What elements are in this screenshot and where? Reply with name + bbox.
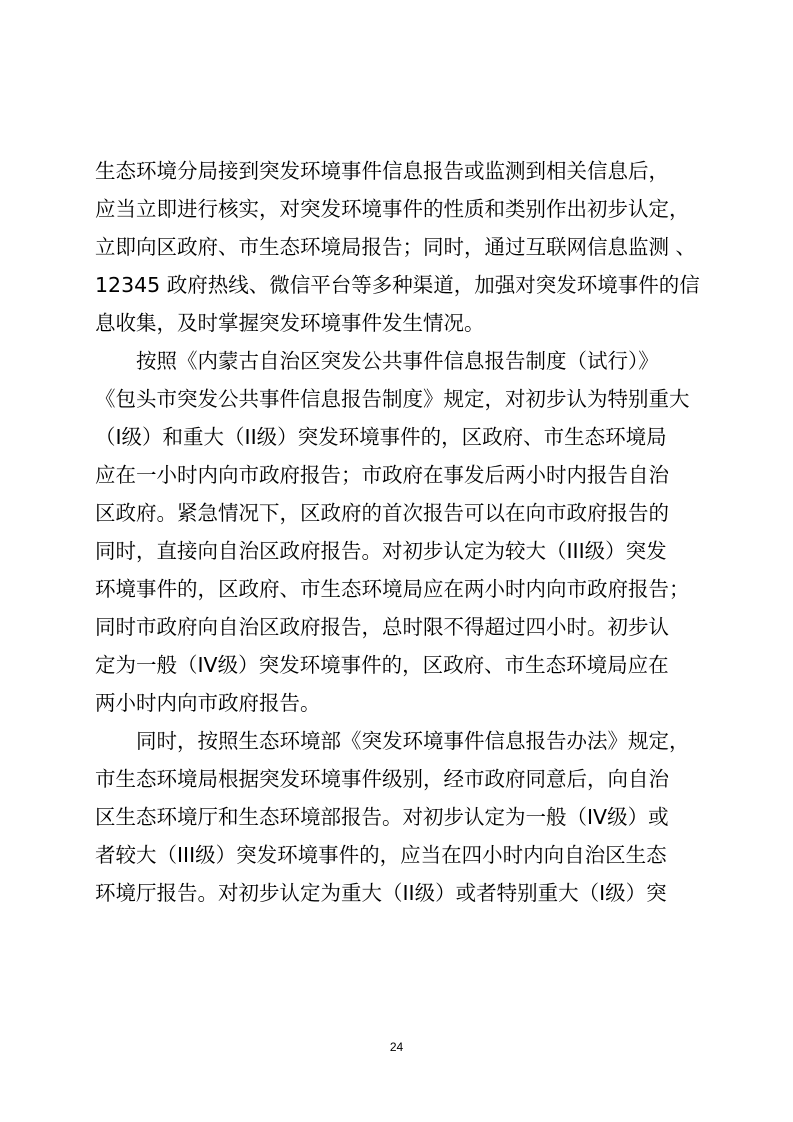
text-line: 应当立即进行核实，对突发环境事件的性质和类别作出初步认定， <box>95 197 690 221</box>
text-line: 12345 政府热线、微信平台等多种渠道，加强对突发环境事件的信 <box>95 273 700 297</box>
text-line: 区政府。紧急情况下，区政府的首次报告可以在向市政府报告的 <box>95 501 669 525</box>
text-line: 定为一般（IV级）突发环境事件的，区政府、市生态环境局应在 <box>95 653 669 677</box>
page-number: 24 <box>389 1040 404 1054</box>
text-line: 《包头市突发公共事件信息报告制度》规定，对初步认为特别重大 <box>95 387 690 411</box>
text-line: 息收集，及时掌握突发环境事件发生情况。 <box>95 311 485 335</box>
text-line: 市生态环境局根据突发环境事件级别，经市政府同意后，向自治 <box>95 767 669 791</box>
text-line: 同时，直接向自治区政府报告。对初步认定为较大（III级）突发 <box>95 539 667 563</box>
text-line: 者较大（III级）突发环境事件的，应当在四小时内向自治区生态 <box>95 843 667 867</box>
text-line: 按照《内蒙古自治区突发公共事件信息报告制度（试行）》 <box>136 349 659 373</box>
text-line: 环境厅报告。对初步认定为重大（II级）或者特别重大（I级）突 <box>95 881 667 905</box>
text-line: 生态环境分局接到突发环境事件信息报告或监测到相关信息后， <box>95 159 669 183</box>
text-line: 同时，按照生态环境部《突发环境事件信息报告办法》规定， <box>136 729 690 753</box>
text-line: 环境事件的，区政府、市生态环境局应在两小时内向市政府报告； <box>95 577 690 601</box>
text-line: 同时市政府向自治区政府报告，总时限不得超过四小时。初步认 <box>95 615 669 639</box>
text-line: 两小时内向市政府报告。 <box>95 691 321 715</box>
text-line: 立即向区政府、市生态环境局报告；同时，通过互联网信息监测 、 <box>95 235 697 259</box>
text-line: 区生态环境厅和生态环境部报告。对初步认定为一般（IV级）或 <box>95 805 669 829</box>
text-line: （I级）和重大（II级）突发环境事件的，区政府、市生态环境局 <box>95 425 667 449</box>
text-line: 应在一小时内向市政府报告；市政府在事发后两小时内报告自治 <box>95 463 669 487</box>
body-text <box>95 152 715 912</box>
